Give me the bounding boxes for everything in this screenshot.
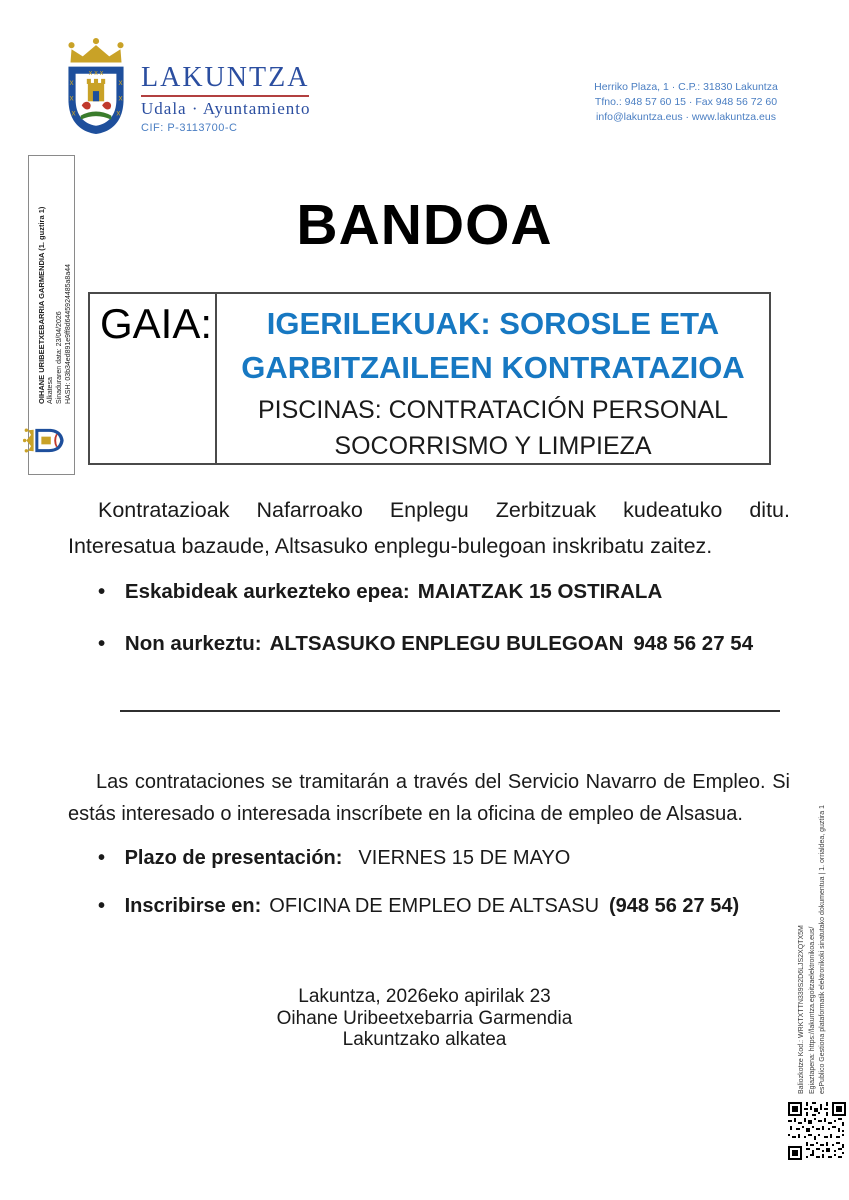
bullet-where-es [98, 895, 788, 918]
subject-spanish: PISCINAS: CONTRATACIÓN PERSONAL SOCORRISMO Y LIMPIEZA [258, 396, 728, 460]
lakuntza-coat-of-arms-small-icon [23, 426, 65, 456]
paragraph-spanish: Las contrataciones se tramitarán a través del Servicio Navarro de Empleo. Si estás interesado o interesada inscríbete en la oficina de empleo de Alsasua. [68, 771, 790, 825]
cif-number: CIF: P-3113700-C [141, 122, 238, 134]
bullet-value: OFICINA DE EMPLEO DE ALTSASU [269, 895, 600, 917]
bullet-value: MAIATZAK 15 OSTIRALA [417, 580, 663, 603]
signer-name: OIHANE URIBEETXEBARRIA GARMENDIA (1. guztira 1) [37, 206, 46, 404]
qr-code [788, 1102, 846, 1160]
municipality-name: LAKUNTZA [141, 62, 309, 97]
signature-stamp-logo [23, 426, 70, 456]
closing-block [0, 986, 849, 1051]
subject-box [88, 292, 771, 465]
contact-address: Herriko Plaza, 1 · C.P.: 31830 Lakuntza [594, 81, 778, 93]
bullet-label: Plazo de presentación: [124, 847, 343, 869]
municipality-subtitle: Udala · Ayuntamiento [141, 99, 311, 118]
bullet-label: Non aurkeztu: [124, 632, 262, 655]
svg-text:x x x: x x x [88, 68, 104, 77]
svg-text:x: x [69, 93, 74, 103]
svg-text:x: x [69, 77, 74, 87]
bullet-label: Eskabideak aurkezteko epea: [124, 580, 410, 603]
document-title: BANDOA [296, 193, 553, 257]
contact-block [541, 80, 831, 125]
contact-email-web: info@lakuntza.eus · www.lakuntza.eus [596, 111, 776, 123]
section-divider [120, 710, 780, 712]
signature-hash: HASH: 03b34ed891e9ff8d6445924485a8a44 [65, 264, 72, 404]
bullet-deadline-es [98, 847, 788, 870]
lakuntza-coat-of-arms-icon [60, 36, 132, 136]
svg-text:x: x [71, 108, 76, 118]
svg-text:x: x [118, 93, 123, 103]
validation-code: Baliozkotze Kod.: WRKTXTTN339S2D6LJS2XQTX5M [798, 925, 805, 1094]
svg-text:x: x [116, 108, 121, 118]
bullet-deadline-eu [98, 580, 788, 604]
signer-role: Alkatesa [47, 377, 54, 404]
svg-text:x: x [118, 77, 123, 87]
validation-strip [797, 756, 829, 1094]
closing-signer-title: Lakuntzako alkatea [342, 1029, 507, 1050]
bullet-value: ALTSASUKO ENPLEGU BULEGOAN [269, 632, 624, 655]
bullet-label: Inscribirse en: [124, 895, 262, 917]
contact-phone-fax: Tfno.: 948 57 60 15 · Fax 948 56 72 60 [594, 96, 778, 108]
subject-label: GAIA: [90, 294, 217, 463]
paragraph-basque: Kontratazioak Nafarroako Enplegu Zerbitzuak kudeatuko ditu. Interesatua bazaude, Altsasuko enplegu-bulegoan inskribatu zaitez. [68, 498, 790, 558]
bullet-phone: (948 56 27 54) [609, 895, 740, 917]
closing-signer-name: Oihane Uribeetxebarria Garmendia [276, 1007, 573, 1029]
closing-place-date: Lakuntza, 2026eko apirilak 23 [298, 986, 551, 1007]
validation-url: Egiaztapena: https://lakuntza.egoitzaelektronikoa.eus/ [808, 926, 816, 1094]
bullet-value: VIERNES 15 DE MAYO [358, 847, 571, 869]
subject-content [217, 294, 769, 463]
signature-date: Sinaduraren data: 23/04/2026 [56, 311, 63, 404]
validation-platform-note: esPublico Gestiona plataformatik elektronikoki sinatutako dokumentua | 1. orrialdea, guztira 1 [819, 805, 826, 1094]
subject-basque: IGERILEKUAK: SOROSLE ETA GARBITZAILEEN KONTRATAZIOA [241, 306, 745, 385]
bullet-where-eu [98, 632, 788, 656]
bullet-phone: 948 56 27 54 [633, 632, 754, 655]
